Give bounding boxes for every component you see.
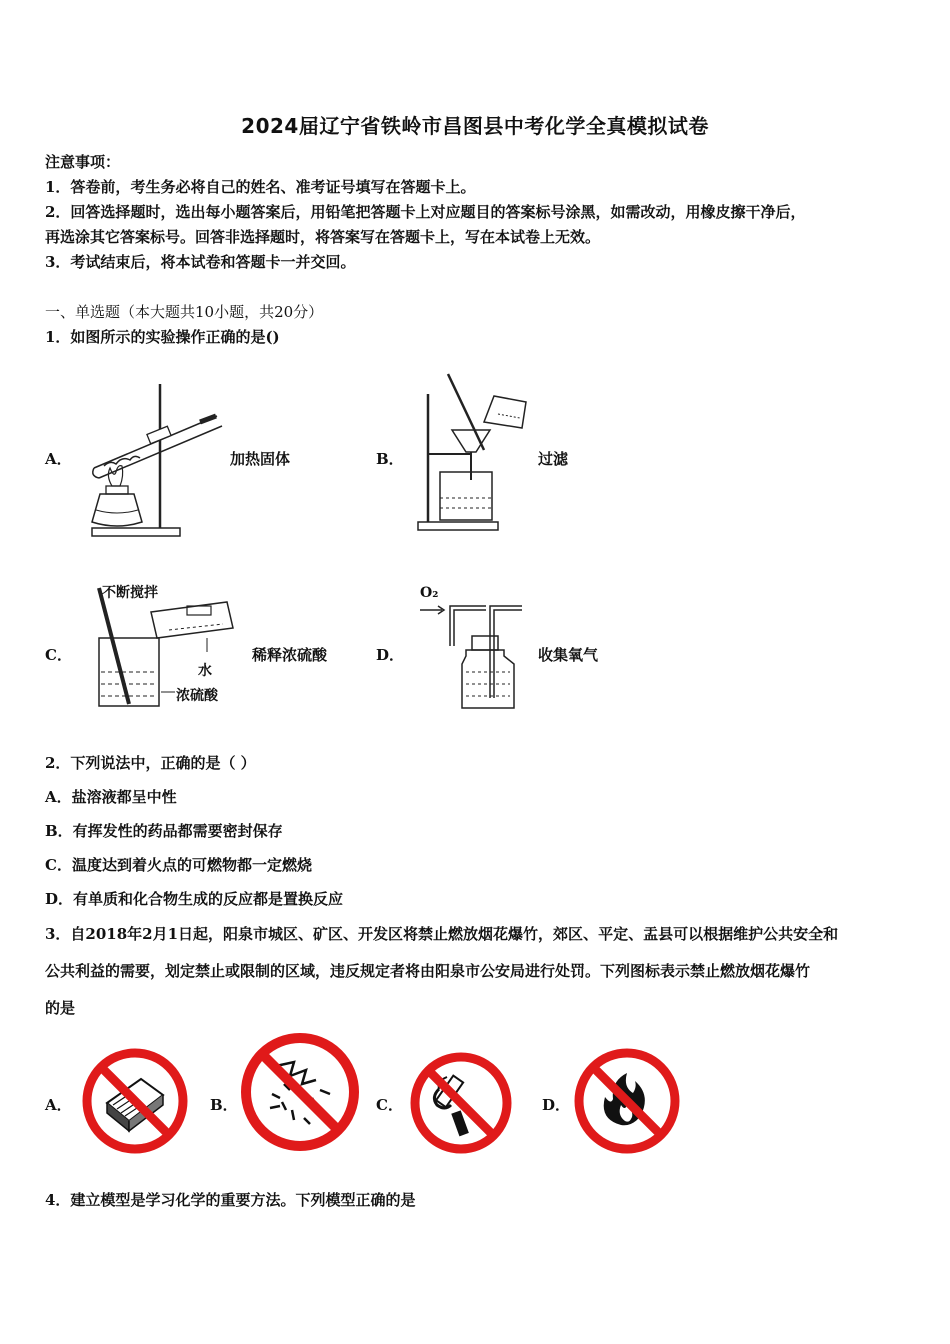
page-title: 2024届辽宁省铁岭市昌图县中考化学全真模拟试卷 [241, 114, 709, 138]
no-matches-icon [80, 1046, 190, 1156]
q1-option-c-caption: 稀释浓硫酸 [252, 646, 328, 664]
question-3-stem: 3．自2018年2月1日起，阳泉市城区、矿区、开发区将禁止燃放烟花爆竹，郊区、平定、盂县可以根据维护公共安全和 [45, 925, 839, 943]
question-2-stem: 2．下列说法中，正确的是（ ） [45, 754, 256, 772]
q2-option: B．有挥发性的药品都需要密封保存 [45, 822, 283, 840]
q1-option-a-caption: 加热固体 [230, 450, 291, 468]
section-heading: 一、单选题（本大题共10小题，共20分） [45, 303, 324, 321]
question-3-stem: 公共利益的需要，划定禁止或限制的区域，违反规定者将由阳泉市公安局进行处罚。下列图标表示禁止燃放烟花爆竹 [45, 962, 811, 980]
gas-collection-bottle-icon [418, 586, 528, 714]
q1-option-d-letter: D． [376, 646, 405, 664]
notice-item: 2．回答选择题时，选出每小题答案后，用铅笔把答题卡上对应题目的答案标号涂黑，如需改动，用橡皮擦干净后， [45, 203, 806, 221]
q3-option-d-letter: D． [542, 1096, 571, 1114]
q1-option-b-letter: B． [376, 450, 404, 468]
no-open-flame-icon [572, 1046, 682, 1156]
heating-solid-apparatus-icon [82, 378, 227, 543]
q3-option-c-letter: C． [376, 1096, 403, 1114]
notice-item: 再选涂其它答案标号。回答非选择题时，将答案写在答题卡上，写在本试卷上无效。 [45, 228, 601, 246]
notice-item: 3．考试结束后，将本试卷和答题卡一并交回。 [45, 253, 356, 271]
water-label: 水 [198, 663, 212, 679]
q1-option-c-letter: C． [45, 646, 72, 664]
q3-option-a-letter: A． [45, 1096, 72, 1114]
question-3-stem: 的是 [45, 999, 76, 1017]
notice-item: 1．答卷前，考生务必将自己的姓名、准考证号填写在答题卡上。 [45, 178, 476, 196]
question-1-stem: 1．如图所示的实验操作正确的是() [45, 328, 280, 346]
q1-option-a-letter: A． [45, 450, 72, 468]
notice-heading: 注意事项： [45, 153, 121, 171]
q2-option: A．盐溶液都呈中性 [45, 788, 177, 806]
acid-label: 浓硫酸 [176, 688, 218, 704]
question-4-stem: 4．建立模型是学习化学的重要方法。下列模型正确的是 [45, 1191, 416, 1209]
no-smoking-icon [408, 1050, 514, 1156]
q2-option: C．温度达到着火点的可燃物都一定燃烧 [45, 856, 312, 874]
q1-option-b-caption: 过滤 [538, 450, 569, 468]
filtration-apparatus-icon [410, 368, 535, 538]
q2-option: D．有单质和化合物生成的反应都是置换反应 [45, 890, 344, 908]
q1-option-d-caption: 收集氧气 [538, 646, 599, 664]
oxygen-label: O₂ [420, 585, 439, 601]
q3-option-b-letter: B． [210, 1096, 238, 1114]
stir-label: 不断搅拌 [102, 585, 158, 601]
no-fireworks-icon [238, 1030, 362, 1154]
